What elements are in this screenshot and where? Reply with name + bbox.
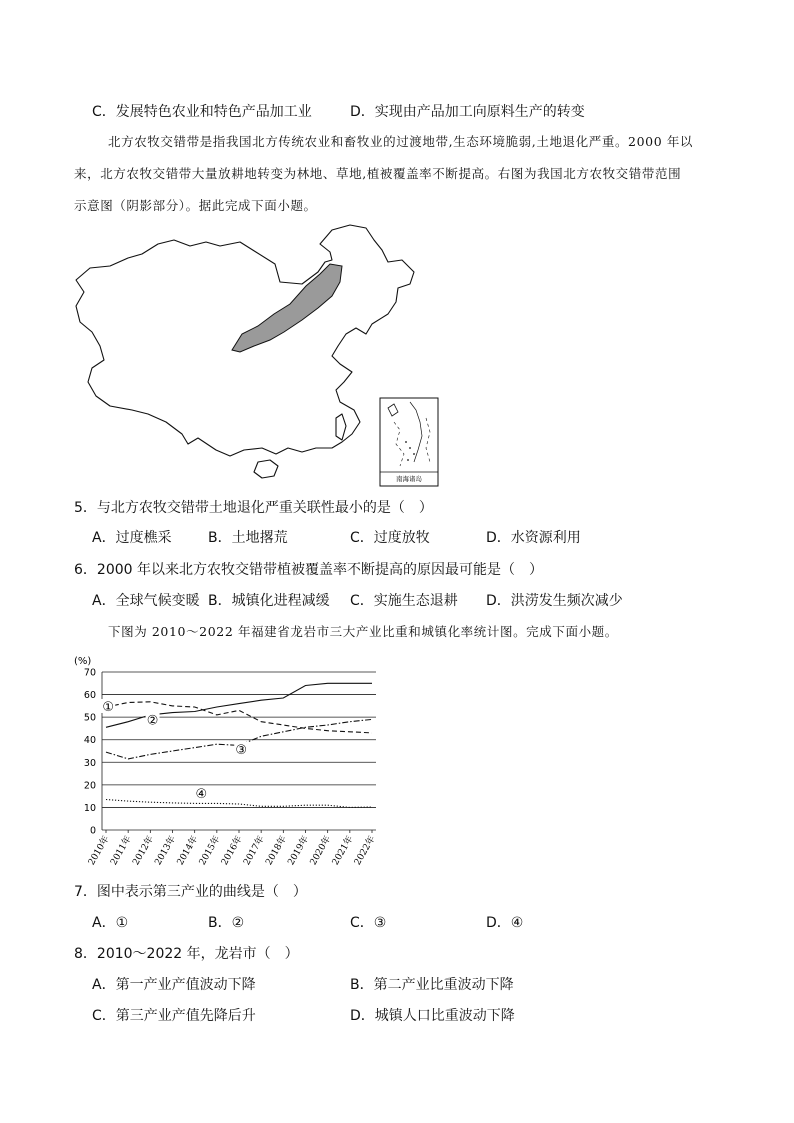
passage2: 下图为 2010～2022 年福建省龙岩市三大产业比重和城镇化率统计图。完成下面小题。	[108, 624, 618, 639]
south-china-sea-inset	[380, 398, 438, 486]
x-tick-label: 2016年	[219, 834, 245, 868]
y-axis-label: (%)	[74, 656, 92, 667]
passage1-line-2: 来，北方农牧交错带大量放耕地转变为林地、草地,植被覆盖率不断提高。右图为我国北方农牧交错带范围	[74, 166, 682, 181]
y-tick-label: 60	[83, 690, 96, 702]
passage1-line-3: 示意图（阴影部分）。据此完成下面小题。	[74, 198, 317, 213]
q4-option-d: D．实现由产品加工向原料生产的转变	[350, 104, 585, 120]
x-tick-label: 2012年	[131, 834, 156, 868]
q6-option-d: D．洪涝发生频次减少	[486, 593, 623, 609]
china-map	[70, 222, 450, 488]
series-line-4	[106, 800, 372, 808]
y-tick-label: 70	[83, 667, 96, 679]
hainan-island	[254, 460, 278, 478]
x-tick-label: 2018年	[264, 834, 289, 868]
inset-label: 南海诸岛	[396, 475, 422, 483]
q7-option-d: D．④	[486, 915, 524, 931]
industry-chart	[66, 650, 386, 868]
x-tick-label: 2022年	[352, 834, 378, 868]
q8-stem: 8．2010～2022 年，龙岩市（ ）	[74, 946, 299, 962]
q8-option-a: A．第一产业产值波动下降	[92, 977, 256, 993]
q6-option-c: C．实施生态退耕	[350, 593, 458, 609]
series-label: ④	[195, 786, 208, 802]
x-tick-label: 2010年	[86, 834, 112, 868]
x-tick-label: 2021年	[330, 834, 356, 868]
x-tick-label: 2019年	[286, 834, 312, 868]
q6-stem: 6．2000 年以来北方农牧交错带植被覆盖率不断提高的原因最可能是（ ）	[74, 562, 543, 578]
y-tick-label: 50	[83, 712, 96, 724]
q8-option-d: D．城镇人口比重波动下降	[350, 1008, 515, 1024]
x-tick-label: 2011年	[109, 834, 134, 868]
y-tick-label: 0	[89, 825, 96, 837]
x-tick-label: 2014年	[175, 834, 201, 868]
q8-option-c: C．第三产业产值先降后升	[92, 1008, 256, 1024]
series-label: ②	[146, 713, 159, 729]
q5-option-a: A．过度樵采	[92, 530, 172, 546]
q7-option-c: C．③	[350, 915, 387, 931]
q7-option-a: A．①	[92, 915, 129, 931]
q6-option-a: A．全球气候变暖	[92, 593, 200, 609]
q4-option-c: C．发展特色农业和特色产品加工业	[92, 104, 312, 120]
y-tick-label: 10	[83, 802, 96, 814]
q6-option-b: B．城镇化进程减缓	[208, 593, 330, 609]
q5-option-b: B．土地撂荒	[208, 530, 288, 546]
q5-option-c: C．过度放牧	[350, 530, 430, 546]
q5-stem: 5．与北方农牧交错带土地退化严重关联性最小的是（ ）	[74, 500, 433, 516]
y-tick-label: 20	[83, 780, 96, 792]
series-label: ①	[102, 699, 115, 715]
x-tick-label: 2020年	[308, 834, 334, 868]
q8-option-b: B．第二产业比重波动下降	[350, 977, 514, 993]
q7-stem: 7．图中表示第三产业的曲线是（ ）	[74, 884, 307, 900]
q5-option-d: D．水资源利用	[486, 530, 581, 546]
x-tick-label: 2013年	[153, 834, 179, 868]
q7-option-b: B．②	[208, 915, 245, 931]
passage1-line-1: 北方农牧交错带是指我国北方传统农业和畜牧业的过渡地带,生态环境脆弱,土地退化严重。2000 年以	[108, 134, 694, 149]
y-tick-label: 30	[83, 757, 96, 769]
y-tick-label: 40	[83, 735, 96, 747]
x-tick-label: 2017年	[242, 834, 267, 868]
series-label: ③	[235, 742, 248, 758]
x-tick-label: 2015年	[197, 834, 223, 868]
